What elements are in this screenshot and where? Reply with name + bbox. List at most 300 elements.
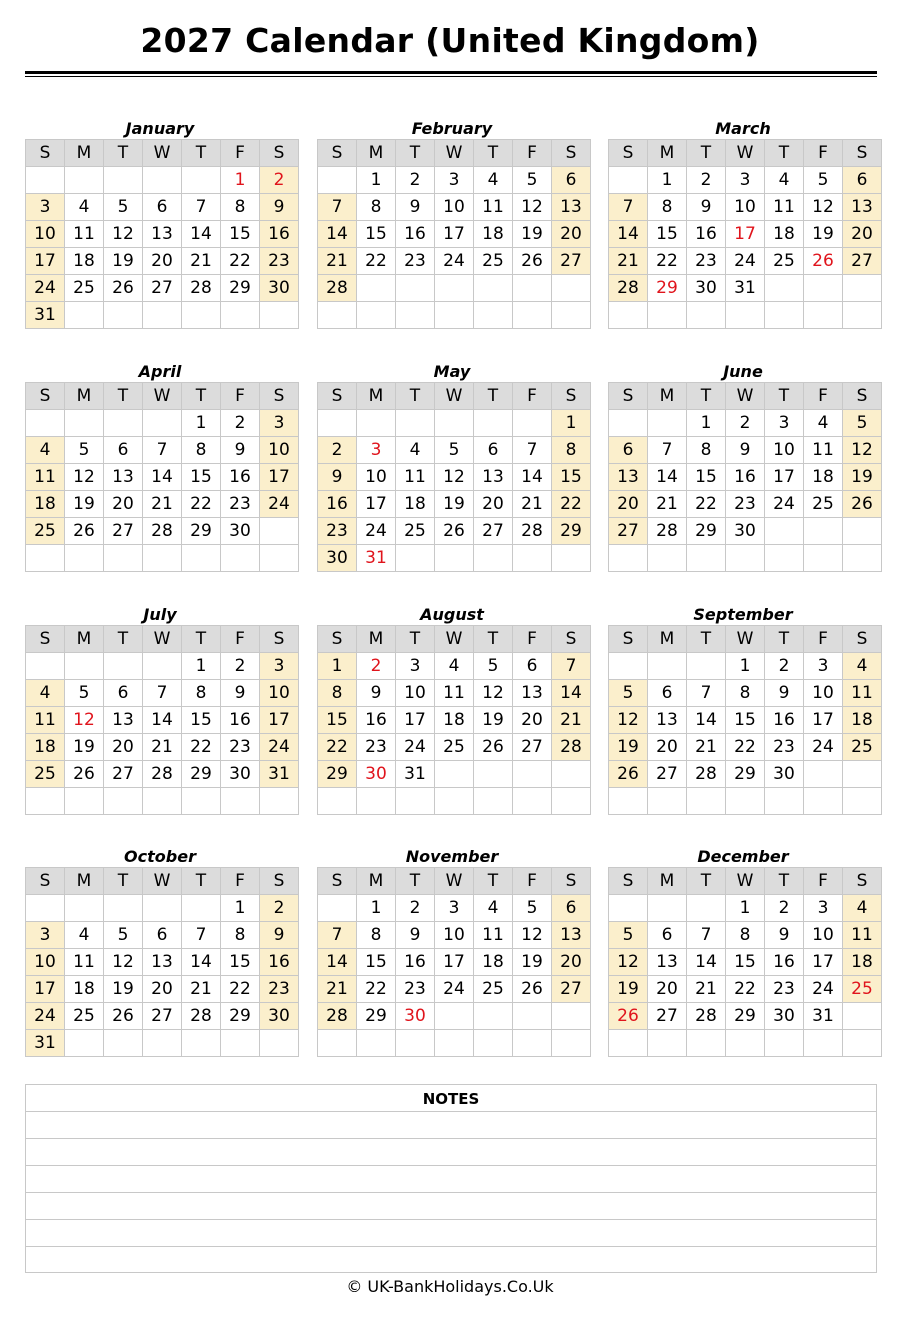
empty-day-cell <box>26 895 65 922</box>
day-cell: 14 <box>687 707 726 734</box>
empty-day-cell <box>357 275 396 302</box>
day-cell: 4 <box>26 680 65 707</box>
weekday-header: T <box>474 868 513 895</box>
day-cell: 15 <box>357 949 396 976</box>
day-cell: 4 <box>435 653 474 680</box>
day-cell: 23 <box>765 734 804 761</box>
weekday-header: M <box>357 868 396 895</box>
weekday-header: S <box>609 868 648 895</box>
day-cell: 22 <box>221 248 260 275</box>
day-cell: 26 <box>65 761 104 788</box>
empty-day-cell <box>609 410 648 437</box>
empty-day-cell <box>474 545 513 572</box>
empty-day-cell <box>609 1030 648 1057</box>
empty-day-cell <box>648 1030 687 1057</box>
weekday-header: F <box>513 626 552 653</box>
day-cell: 25 <box>26 761 65 788</box>
day-cell: 21 <box>687 734 726 761</box>
day-cell: 3 <box>804 895 843 922</box>
day-cell: 7 <box>648 437 687 464</box>
day-cell: 16 <box>726 464 765 491</box>
day-cell: 3 <box>396 653 435 680</box>
day-cell: 17 <box>435 949 474 976</box>
title-rule-thin <box>25 76 877 77</box>
month-table <box>317 867 591 1057</box>
day-cell: 23 <box>726 491 765 518</box>
day-cell: 15 <box>552 464 591 491</box>
day-cell: 8 <box>182 680 221 707</box>
empty-day-cell <box>396 275 435 302</box>
empty-day-cell <box>396 1030 435 1057</box>
day-cell: 24 <box>26 1003 65 1030</box>
week-row <box>609 410 882 437</box>
day-cell: 7 <box>318 194 357 221</box>
day-cell: 11 <box>474 194 513 221</box>
day-cell: 7 <box>687 922 726 949</box>
day-cell: 2 <box>765 653 804 680</box>
weekday-header: S <box>552 140 591 167</box>
day-cell: 11 <box>843 680 882 707</box>
empty-day-cell <box>260 302 299 329</box>
day-cell: 16 <box>221 707 260 734</box>
day-cell: 17 <box>26 976 65 1003</box>
week-row <box>609 302 882 329</box>
empty-day-cell <box>357 1030 396 1057</box>
empty-day-cell <box>648 653 687 680</box>
week-row <box>26 410 299 437</box>
empty-day-cell <box>65 653 104 680</box>
weekday-header: S <box>260 383 299 410</box>
day-cell: 27 <box>843 248 882 275</box>
day-cell: 16 <box>318 491 357 518</box>
day-cell: 31 <box>260 761 299 788</box>
notes-title: NOTES <box>26 1085 876 1112</box>
empty-day-cell <box>435 410 474 437</box>
day-cell: 6 <box>474 437 513 464</box>
week-row <box>609 922 882 949</box>
empty-day-cell <box>804 545 843 572</box>
day-cell: 3 <box>26 922 65 949</box>
day-cell: 27 <box>648 761 687 788</box>
day-cell: 17 <box>396 707 435 734</box>
notes-line <box>26 1166 876 1193</box>
empty-day-cell <box>182 1030 221 1057</box>
empty-day-cell <box>65 410 104 437</box>
day-cell: 23 <box>221 734 260 761</box>
day-cell: 27 <box>648 1003 687 1030</box>
week-row <box>26 1030 299 1057</box>
day-cell: 9 <box>357 680 396 707</box>
day-cell: 28 <box>609 275 648 302</box>
day-cell: 17 <box>765 464 804 491</box>
day-cell: 5 <box>104 922 143 949</box>
day-cell: 19 <box>104 248 143 275</box>
weekday-header: T <box>765 868 804 895</box>
day-cell: 13 <box>143 221 182 248</box>
day-cell: 21 <box>318 248 357 275</box>
empty-day-cell <box>143 895 182 922</box>
day-cell: 13 <box>843 194 882 221</box>
day-cell: 12 <box>843 437 882 464</box>
week-row <box>609 1003 882 1030</box>
day-cell: 10 <box>765 437 804 464</box>
day-cell: 26 <box>435 518 474 545</box>
day-cell: 10 <box>726 194 765 221</box>
weekday-header: W <box>143 868 182 895</box>
empty-day-cell <box>65 167 104 194</box>
day-cell: 15 <box>182 464 221 491</box>
day-cell: 24 <box>765 491 804 518</box>
empty-day-cell <box>513 788 552 815</box>
empty-day-cell <box>804 788 843 815</box>
day-cell: 8 <box>726 922 765 949</box>
day-cell: 3 <box>435 895 474 922</box>
empty-day-cell <box>435 788 474 815</box>
week-row <box>318 1030 591 1057</box>
empty-day-cell <box>396 545 435 572</box>
weekday-header: W <box>726 626 765 653</box>
day-cell: 9 <box>765 922 804 949</box>
day-cell: 23 <box>396 248 435 275</box>
week-row <box>318 221 591 248</box>
weekday-header: S <box>26 868 65 895</box>
day-cell: 28 <box>513 518 552 545</box>
week-row <box>318 949 591 976</box>
day-cell: 16 <box>260 221 299 248</box>
day-cell: 29 <box>221 275 260 302</box>
weekday-header: T <box>765 140 804 167</box>
day-cell: 15 <box>182 707 221 734</box>
empty-day-cell <box>648 545 687 572</box>
day-cell: 8 <box>726 680 765 707</box>
day-cell: 28 <box>552 734 591 761</box>
empty-day-cell <box>221 788 260 815</box>
day-cell: 26 <box>609 761 648 788</box>
day-cell: 6 <box>143 922 182 949</box>
day-cell: 26 <box>65 518 104 545</box>
day-cell: 15 <box>221 949 260 976</box>
day-cell: 25 <box>843 734 882 761</box>
day-cell: 1 <box>726 653 765 680</box>
empty-day-cell <box>804 1030 843 1057</box>
weekday-header: T <box>687 868 726 895</box>
empty-day-cell <box>143 302 182 329</box>
weekday-header: T <box>687 140 726 167</box>
empty-day-cell <box>552 545 591 572</box>
day-cell: 11 <box>765 194 804 221</box>
day-cell: 24 <box>435 248 474 275</box>
empty-day-cell <box>182 167 221 194</box>
empty-day-cell <box>765 1030 804 1057</box>
day-cell: 9 <box>221 680 260 707</box>
empty-day-cell <box>357 410 396 437</box>
weekday-header: T <box>765 383 804 410</box>
day-cell: 15 <box>221 221 260 248</box>
day-cell: 13 <box>104 464 143 491</box>
week-row <box>609 518 882 545</box>
day-cell: 11 <box>435 680 474 707</box>
week-row <box>609 194 882 221</box>
weekday-header: F <box>221 626 260 653</box>
week-row <box>609 275 882 302</box>
day-cell: 27 <box>513 734 552 761</box>
day-cell: 19 <box>804 221 843 248</box>
day-cell: 8 <box>357 922 396 949</box>
weekday-header: W <box>435 626 474 653</box>
weekday-header: W <box>143 626 182 653</box>
empty-day-cell <box>765 275 804 302</box>
empty-day-cell <box>765 518 804 545</box>
weekday-header: F <box>804 140 843 167</box>
empty-day-cell <box>143 167 182 194</box>
day-cell: 31 <box>26 302 65 329</box>
day-cell: 27 <box>143 275 182 302</box>
day-cell: 1 <box>648 167 687 194</box>
week-row <box>26 922 299 949</box>
month-table <box>608 625 882 815</box>
day-cell: 6 <box>513 653 552 680</box>
holiday-day-cell: 17 <box>726 221 765 248</box>
week-row <box>609 545 882 572</box>
day-cell: 22 <box>182 734 221 761</box>
weekday-header: T <box>687 626 726 653</box>
day-cell: 6 <box>104 437 143 464</box>
empty-day-cell <box>843 302 882 329</box>
day-cell: 3 <box>765 410 804 437</box>
day-cell: 11 <box>65 949 104 976</box>
week-row <box>318 464 591 491</box>
week-row <box>318 707 591 734</box>
weekday-header: F <box>221 140 260 167</box>
day-cell: 2 <box>765 895 804 922</box>
day-cell: 12 <box>104 221 143 248</box>
day-cell: 11 <box>474 922 513 949</box>
weekday-header: W <box>435 383 474 410</box>
weekday-header: W <box>726 140 765 167</box>
day-cell: 22 <box>357 976 396 1003</box>
day-cell: 13 <box>552 194 591 221</box>
notes-line <box>26 1112 876 1139</box>
week-row <box>609 788 882 815</box>
day-cell: 19 <box>513 221 552 248</box>
day-cell: 27 <box>143 1003 182 1030</box>
empty-day-cell <box>726 1030 765 1057</box>
day-cell: 21 <box>552 707 591 734</box>
month-name: May <box>433 362 471 381</box>
empty-day-cell <box>552 302 591 329</box>
day-cell: 17 <box>26 248 65 275</box>
weekday-header: M <box>65 626 104 653</box>
day-cell: 22 <box>357 248 396 275</box>
empty-day-cell <box>552 761 591 788</box>
day-cell: 14 <box>182 949 221 976</box>
day-cell: 18 <box>65 976 104 1003</box>
day-cell: 4 <box>396 437 435 464</box>
empty-day-cell <box>221 545 260 572</box>
empty-day-cell <box>648 788 687 815</box>
weekday-header: M <box>648 140 687 167</box>
week-row <box>26 1003 299 1030</box>
day-cell: 29 <box>182 518 221 545</box>
day-cell: 26 <box>474 734 513 761</box>
month-table <box>25 382 299 572</box>
day-cell: 29 <box>726 761 765 788</box>
day-cell: 30 <box>765 1003 804 1030</box>
day-cell: 5 <box>609 680 648 707</box>
day-cell: 28 <box>648 518 687 545</box>
day-cell: 14 <box>182 221 221 248</box>
day-cell: 4 <box>804 410 843 437</box>
day-cell: 1 <box>182 653 221 680</box>
weekday-header: S <box>26 140 65 167</box>
day-cell: 14 <box>513 464 552 491</box>
day-cell: 25 <box>435 734 474 761</box>
weekday-header: M <box>648 383 687 410</box>
day-cell: 28 <box>687 761 726 788</box>
day-cell: 1 <box>726 895 765 922</box>
day-cell: 16 <box>396 949 435 976</box>
day-cell: 16 <box>765 707 804 734</box>
day-cell: 14 <box>318 949 357 976</box>
week-row <box>26 302 299 329</box>
holiday-day-cell: 31 <box>357 545 396 572</box>
day-cell: 16 <box>765 949 804 976</box>
empty-day-cell <box>396 788 435 815</box>
day-cell: 18 <box>474 221 513 248</box>
day-cell: 6 <box>648 680 687 707</box>
week-row <box>26 275 299 302</box>
empty-day-cell <box>26 788 65 815</box>
day-cell: 28 <box>318 1003 357 1030</box>
holiday-day-cell: 26 <box>804 248 843 275</box>
day-cell: 9 <box>765 680 804 707</box>
day-cell: 20 <box>609 491 648 518</box>
month-name: March <box>715 119 771 138</box>
month-table <box>608 382 882 572</box>
day-cell: 8 <box>687 437 726 464</box>
day-cell: 22 <box>648 248 687 275</box>
day-cell: 11 <box>65 221 104 248</box>
week-row <box>26 221 299 248</box>
empty-day-cell <box>609 653 648 680</box>
day-cell: 14 <box>552 680 591 707</box>
day-cell: 4 <box>474 167 513 194</box>
week-row <box>318 734 591 761</box>
empty-day-cell <box>648 410 687 437</box>
day-cell: 20 <box>648 976 687 1003</box>
month-april <box>25 360 295 572</box>
weekday-header: T <box>474 626 513 653</box>
holiday-day-cell: 25 <box>843 976 882 1003</box>
day-cell: 8 <box>221 194 260 221</box>
weekday-header: F <box>804 626 843 653</box>
day-cell: 20 <box>843 221 882 248</box>
day-cell: 17 <box>357 491 396 518</box>
empty-day-cell <box>435 1003 474 1030</box>
day-cell: 16 <box>396 221 435 248</box>
weekday-header-row <box>318 383 591 410</box>
week-row <box>609 167 882 194</box>
month-name: October <box>124 847 196 866</box>
day-cell: 27 <box>474 518 513 545</box>
empty-day-cell <box>318 788 357 815</box>
day-cell: 18 <box>396 491 435 518</box>
day-cell: 4 <box>843 653 882 680</box>
weekday-header: M <box>65 383 104 410</box>
day-cell: 5 <box>609 922 648 949</box>
day-cell: 6 <box>552 167 591 194</box>
notes-box <box>25 1084 877 1273</box>
empty-day-cell <box>843 1003 882 1030</box>
day-cell: 4 <box>843 895 882 922</box>
day-cell: 15 <box>687 464 726 491</box>
empty-day-cell <box>765 545 804 572</box>
weekday-header: T <box>182 868 221 895</box>
day-cell: 28 <box>182 1003 221 1030</box>
day-cell: 4 <box>26 437 65 464</box>
day-cell: 29 <box>687 518 726 545</box>
weekday-header: F <box>513 383 552 410</box>
week-row <box>318 761 591 788</box>
weekday-header: S <box>318 626 357 653</box>
day-cell: 7 <box>552 653 591 680</box>
notes-line <box>26 1220 876 1247</box>
empty-day-cell <box>104 545 143 572</box>
empty-day-cell <box>474 275 513 302</box>
empty-day-cell <box>435 545 474 572</box>
day-cell: 17 <box>260 707 299 734</box>
day-cell: 20 <box>143 248 182 275</box>
day-cell: 30 <box>260 275 299 302</box>
day-cell: 24 <box>804 976 843 1003</box>
empty-day-cell <box>609 302 648 329</box>
day-cell: 12 <box>513 922 552 949</box>
day-cell: 9 <box>396 194 435 221</box>
empty-day-cell <box>843 545 882 572</box>
weekday-header: T <box>765 626 804 653</box>
empty-day-cell <box>318 167 357 194</box>
month-name: December <box>697 847 789 866</box>
holiday-day-cell: 2 <box>357 653 396 680</box>
empty-day-cell <box>513 302 552 329</box>
day-cell: 4 <box>65 922 104 949</box>
weekday-header: S <box>843 383 882 410</box>
day-cell: 30 <box>221 761 260 788</box>
empty-day-cell <box>26 653 65 680</box>
weekday-header: S <box>843 140 882 167</box>
day-cell: 11 <box>26 464 65 491</box>
empty-day-cell <box>513 410 552 437</box>
day-cell: 6 <box>552 895 591 922</box>
day-cell: 25 <box>26 518 65 545</box>
day-cell: 15 <box>648 221 687 248</box>
day-cell: 21 <box>143 491 182 518</box>
day-cell: 21 <box>318 976 357 1003</box>
weekday-header: T <box>182 626 221 653</box>
weekday-header: S <box>26 626 65 653</box>
day-cell: 20 <box>104 491 143 518</box>
weekday-header: T <box>104 626 143 653</box>
weekday-header-row <box>609 626 882 653</box>
week-row <box>318 437 591 464</box>
empty-day-cell <box>513 761 552 788</box>
day-cell: 15 <box>726 707 765 734</box>
day-cell: 24 <box>435 976 474 1003</box>
day-cell: 7 <box>318 922 357 949</box>
week-row <box>26 949 299 976</box>
day-cell: 10 <box>396 680 435 707</box>
day-cell: 19 <box>435 491 474 518</box>
